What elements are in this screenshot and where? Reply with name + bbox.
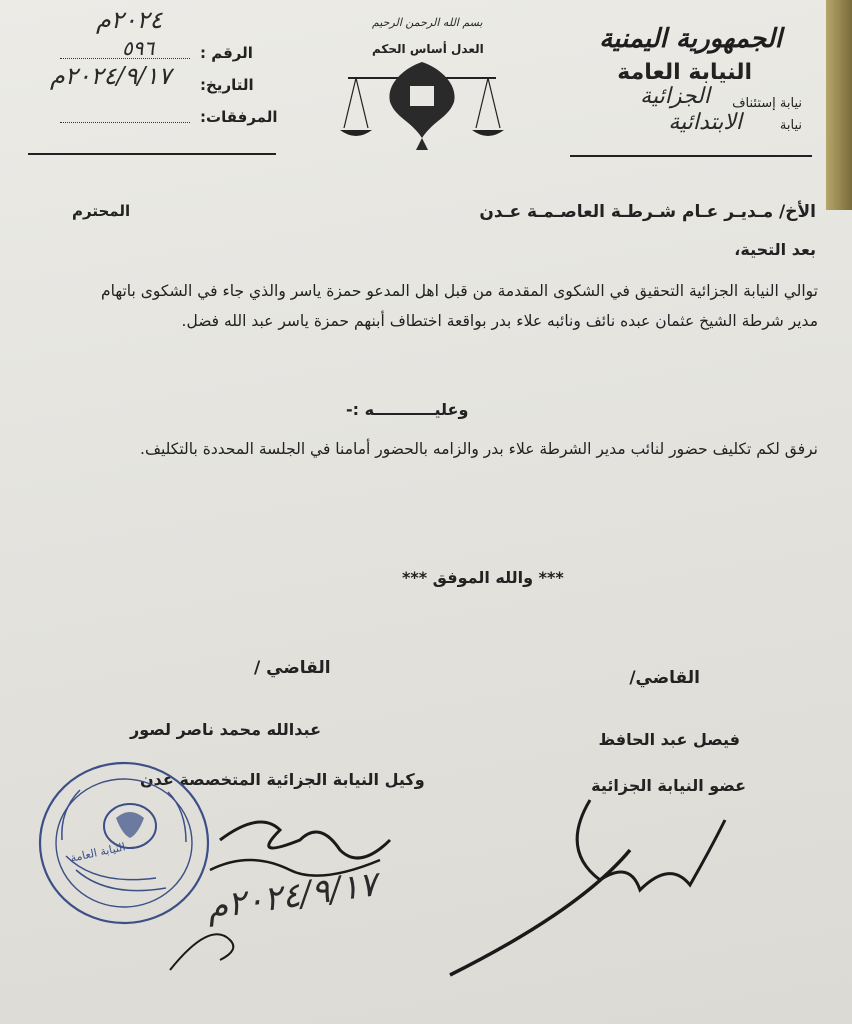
- appeal-label: نيابة إستئناف: [732, 96, 802, 111]
- body-line-3: نرفق لكم تكليف حضور لنائب مدير الشرطة علاء بدر والزامه بالحضور أمامنا في الجلسة المحددة بالتكليف.: [140, 440, 818, 458]
- header-prosecution: النيابة العامة: [617, 60, 752, 85]
- therefore: وعليـــــــــــه :-: [346, 400, 469, 419]
- motto: العدل أساس الحكم: [372, 42, 484, 56]
- addressee: الأخ/ مـديـر عـام شـرطـة العاصـمـة عـدن: [479, 202, 816, 222]
- header-republic: الجمهورية اليمنية: [599, 24, 782, 54]
- body-line-1: توالي النيابة الجزائية التحقيق في الشكوى المقدمة من قبل اهل المدعو حمزة ياسر والذي جاء في الشكوى باتهام: [101, 282, 818, 300]
- header-right-rule: [570, 155, 812, 157]
- number-value: ٥٩٦: [122, 36, 155, 60]
- page-edge-shadow: [826, 0, 852, 210]
- appeal-value: الجزائية: [640, 84, 710, 109]
- sig-right-position: عضو النيابة الجزائية: [591, 776, 746, 795]
- addressee-respect: المحترم: [72, 202, 131, 220]
- sig-left-position: وكيل النيابة الجزائية المتخصصة عدن: [140, 770, 425, 789]
- prosecution-value: الابتدائية: [668, 110, 742, 135]
- basmala: بسم الله الرحمن الرحيم: [372, 16, 483, 29]
- scales-emblem-icon: [338, 58, 506, 150]
- date-label: التاريخ:: [200, 76, 254, 94]
- date-value: ٢٠٢٤/٩/١٧م: [50, 62, 172, 90]
- sig-left-title: القاضي /: [254, 658, 331, 678]
- sig-left-name: عبدالله محمد ناصر لصور: [130, 720, 321, 739]
- number-underline: [60, 58, 190, 60]
- number-year: ٢٠٢٤م: [96, 6, 163, 34]
- header-left-rule: [28, 153, 276, 155]
- attachments-label: المرفقات:: [200, 108, 278, 126]
- sig-right-title: القاضي/: [629, 668, 700, 688]
- stamp-text: النيابة العامة: [69, 840, 127, 865]
- handwritten-date: ٢٠٢٤/٩/١٧م: [204, 864, 380, 928]
- sig-right-name: فيصل عبد الحافظ: [598, 730, 740, 749]
- closing: *** والله الموفق ***: [402, 568, 564, 587]
- signature-right-icon: [440, 790, 740, 980]
- body-line-2: مدير شرطة الشيخ عثمان عبده نائف ونائبه علاء بدر بواقعة اختطاف أبنهم حمزة ياسر عبد الله فضل.: [181, 312, 818, 330]
- prosecution-label: نيابة: [779, 118, 802, 133]
- number-label: الرقم :: [200, 44, 253, 62]
- greeting: بعد التحية،: [734, 240, 816, 259]
- attachments-underline: [60, 122, 190, 124]
